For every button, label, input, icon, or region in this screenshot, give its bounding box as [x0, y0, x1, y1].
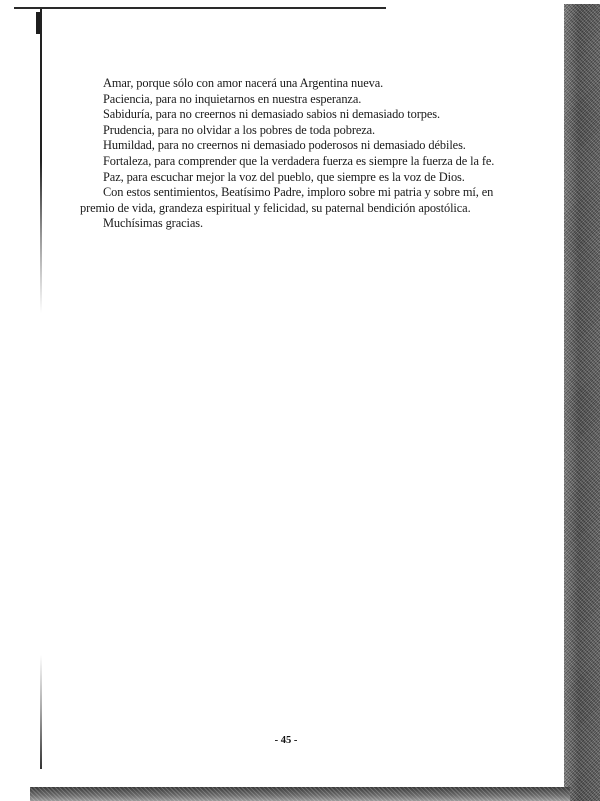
- scan-right-gutter: [564, 4, 600, 801]
- scan-top-rule: [14, 7, 386, 9]
- scan-left-edge: [40, 9, 42, 769]
- paragraph-paz: Paz, para escuchar mejor la voz del pueblo, que siempre es la voz de Dios.: [103, 169, 465, 184]
- paragraph-amar: Amar, porque sólo con amor nacerá una Argentina nueva.: [103, 76, 384, 90]
- paragraph-fortaleza: Fortaleza, para comprender que la verdadera fuerza es siempre la fuerza de la fe.: [103, 153, 495, 168]
- paragraph-paciencia: Paciencia, para no inquietarnos en nuestra esperanza.: [103, 91, 362, 106]
- paragraph-gracias: Muchísimas gracias.: [103, 216, 203, 231]
- paragraph-prudencia: Prudencia, para no olvidar a los pobres de toda pobreza.: [103, 122, 376, 137]
- page-number: - 45 -: [274, 735, 298, 746]
- paragraph-bendicion: Con estos sentimientos, Beatísimo Padre, imploro sobre mi patria y sobre mí, en premio de vida, grandeza espiritual y felicidad, su paternal bendición apostólica.: [80, 185, 494, 215]
- paragraph-humildad: Humildad, para no creernos ni demasiado poderosos ni demasiado débiles.: [103, 138, 466, 153]
- scan-bottom-shadow: [30, 787, 570, 801]
- paragraph-sabiduria: Sabiduría, para no creernos ni demasiado sabios ni demasiado torpes.: [103, 107, 440, 122]
- body-text: [80, 76, 520, 232]
